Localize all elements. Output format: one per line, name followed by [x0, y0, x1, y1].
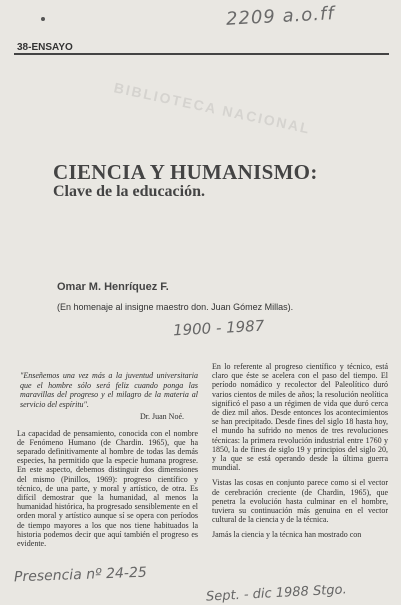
article-subtitle: Clave de la educación.	[53, 183, 205, 200]
body-paragraph: Jamás la ciencia y la técnica han mostrado con	[212, 530, 362, 540]
right-column	[212, 362, 388, 546]
handwritten-date-note	[206, 582, 347, 604]
body-paragraph: En lo referente al progreso científico y técnico, está claro que éste se acelera con el paso del tiempo. El período nomádico y recolector del Paleolítico duró varios cientos de miles de años; la resolución neolítica significó el paso a un régimen de vida que duró cerca de diez mil años. Desde entonces los acontecimientos se han precipitado. Desde fines del siglo 18 hasta hoy, el mundo ha sufrido no menos de tres revoluciones técnicas: la primera revolución industrial entre 1760 y 1850, la de fines de siglo 19 y principios del siglo 20, y la que se está operando desde la última guerra mundial.	[212, 362, 388, 473]
section-label: 38-ENSAYO	[17, 42, 73, 53]
body-paragraph: Vistas las cosas en conjunto parece como si el vector de cerebración creciente (de Chardin, 1965), que penetra la evolución hasta culminar en el hombre, tuviera su continuación más genuina en el vector cultural de la ciencia y de la técnica.	[212, 478, 388, 525]
handwritten-source-note: Presencia nº 24-25	[13, 564, 148, 586]
body-paragraph: La capacidad de pensamiento, conocida con el nombre de Fenómeno Humano (de Chardin. 1965), que ha separado definitivamente al hombre de todas las demás especies, ha permitido que la especie humana progrese. En este aspecto, debemos distinguir dos dimensiones del mismo (Pinillos, 1969): progreso científico y técnico, de una parte, y moral y artístico, de otra. Es difícil demostrar que la humanidad, al menos la humanidad histórica, ha progresado sensiblemente en el orden moral y artístico aunque sí se opera con períodos de tiempo mayores a los que nos tiene habituados la historia podemos decir que aquí también el progreso es evidente.	[17, 428, 198, 549]
epigraph-text: "Enseñemos una vez más a la juventud universitaria que el hombre sólo será feliz cuando ponga las maravillas del progreso y el milagro de la materia al servicio del espíritu".	[20, 371, 198, 409]
handwritten-place: Stgo.	[312, 582, 348, 600]
header-rule	[14, 53, 389, 55]
article-title: CIENCIA Y HUMANISMO:	[53, 160, 318, 184]
handwritten-date: Sept. - dic 1988	[205, 584, 310, 605]
handwritten-catalog-note: 2209 a.o.ff	[225, 3, 336, 30]
epigraph-attribution: Dr. Juan Noé.	[140, 412, 184, 422]
ink-dot	[41, 17, 45, 21]
article-author: Omar M. Henríquez F.	[57, 281, 169, 293]
library-stamp: BIBLIOTECA NACIONAL	[112, 79, 313, 137]
handwritten-years: 1900 - 1987	[172, 316, 265, 340]
article-dedication: (En homenaje al insigne maestro don. Juan Gómez Millas).	[57, 302, 294, 312]
left-column	[17, 371, 198, 554]
